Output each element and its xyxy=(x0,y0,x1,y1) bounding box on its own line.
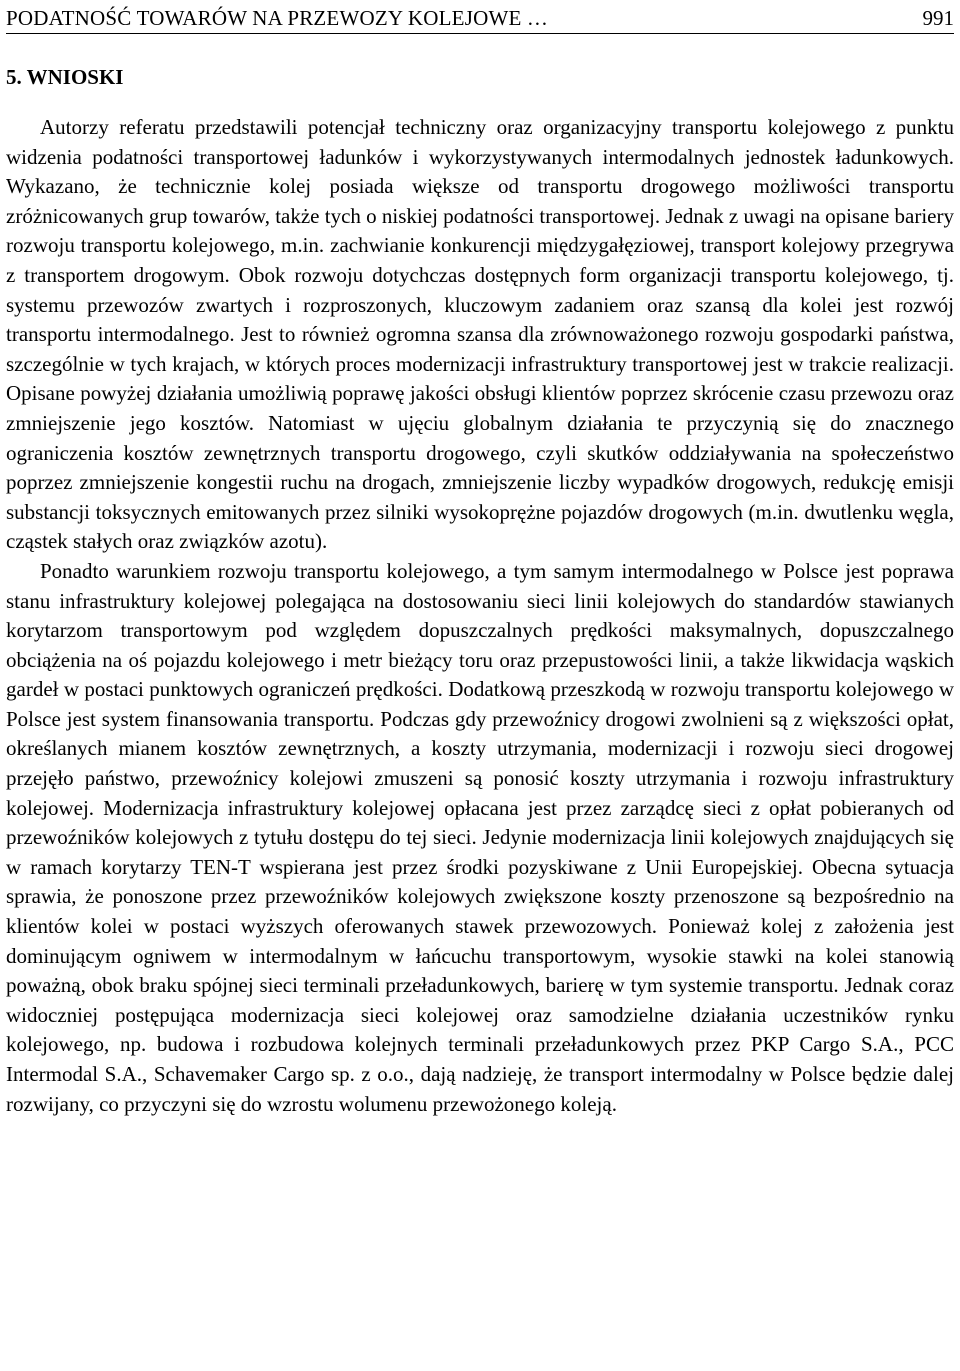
section-heading: 5. WNIOSKI xyxy=(6,65,124,89)
paragraph: Ponadto warunkiem rozwoju transportu kolejowego, a tym samym intermodalnego w Polsce jest poprawa stanu infrastruktury kolejowej polegająca na dostosowaniu sieci linii kolejowych do standardów stawianych korytarzom transportowym pod względem dopuszczalnych prędkości maksymalnych, dopuszczalnego obciążenia na oś pojazdu kolejowego i metr bieżący toru oraz przepustowości linii, a także likwidacja wąskich gardeł w postaci punktowych ograniczeń prędkości. Dodatkową przeszkodą w rozwoju transportu kolejowego w Polsce jest system finansowania transportu. Podczas gdy przewoźnicy drogowi zwolnieni są z większości opłat, określanych mianem kosztów zewnętrznych, a koszty utrzymania, modernizacji i rozwoju sieci drogowej przejęło państwo, przewoźnicy kolejowi zmuszeni są ponosić koszty utrzymania i rozwoju infrastruktury kolejowej. Modernizacja infrastruktury kolejowej opłacana jest przez zarządcę sieci z opłat pobieranych od przewoźników kolejowych z tytułu dostępu do tej sieci. Jedynie modernizacja linii kolejowych znajdujących się w ramach korytarzy TEN-T wspierana jest przez środki pozyskiwane z Unii Europejskiej. Obecna sytuacja sprawia, że ponoszone przez przewoźników kolejowych zwiększone koszty przenoszone są bezpośrednio na klientów kolei w postaci wyższych oferowanych stawek przewozowych. Ponieważ kolej z założenia jest dominującym ogniwem w intermodalnym w łańcuchu transportowym, wysokie stawki na kolei stanowią poważną, obok braku spójnej sieci terminali przeładunkowych, barierę w tym systemie transportu. Jednak coraz widoczniej postępująca modernizacja sieci kolejowej oraz samodzielne działania uczestników rynku kolejowego, np. budowa i rozbudowa kolejnych terminali przeładunkowych przez PKP Cargo S.A., PCC Intermodal S.A., Schavemaker Cargo sp. z o.o., dają nadzieję, że transport intermodalny w Polsce będzie dalej rozwijany, co przyczyni się do wzrostu wolumenu przewożonego koleją. xyxy=(6,558,954,1116)
page-number: 991 xyxy=(922,6,954,30)
page xyxy=(6,0,954,1119)
running-header xyxy=(6,0,954,34)
body-text xyxy=(6,113,954,1119)
paragraph: Autorzy referatu przedstawili potencjał techniczny oraz organizacyjny transportu kolejowego z punktu widzenia podatności transportowej ładunków i wykorzystywanych intermodalnych jednostek ładunkowych. Wykazano, że technicznie kolej posiada większe od transportu drogowego możliwości transportu zróżnicowanych grup towarów, także tych o niskiej podatności transportowej. Jednak z uwagi na opisane bariery rozwoju transportu kolejowego, m.in. zachwianie konkurencji międzygałęziowej, transport kolejowy przegrywa z transportem drogowym. Obok rozwoju dotychczas dostępnych form organizacji transportu kolejowego, tj. systemu przewozów zwartych i rozproszonych, kluczowym zadaniem oraz szansą dla kolei jest rozwój transportu intermodalnego. Jest to również ogromna szansa dla zrównoważonego rozwoju gospodarki państwa, szczególnie w tych krajach, w których proces modernizacji infrastruktury transportowej jest w trakcie realizacji. Opisane powyżej działania umożliwią poprawę jakości obsługi klientów poprzez skrócenie czasu przewozu oraz zmniejszenie jego kosztów. Natomiast w ujęciu globalnym działania te przyczynią się do znacznego ograniczenia kosztów zewnętrznych transportu drogowego, czyli skutków oddziaływania na społeczeństwo poprzez zmniejszenie kongestii ruchu na drogach, zmniejszenie liczby wypadków drogowych, redukcję emisji substancji toksycznych emitowanych przez silniki wysokoprężne pojazdów drogowych (m.in. dwutlenku węgla, cząstek stałych oraz związków azotu). xyxy=(6,115,954,554)
running-title: PODATNOŚĆ TOWARÓW NA PRZEWOZY KOLEJOWE … xyxy=(6,6,549,30)
